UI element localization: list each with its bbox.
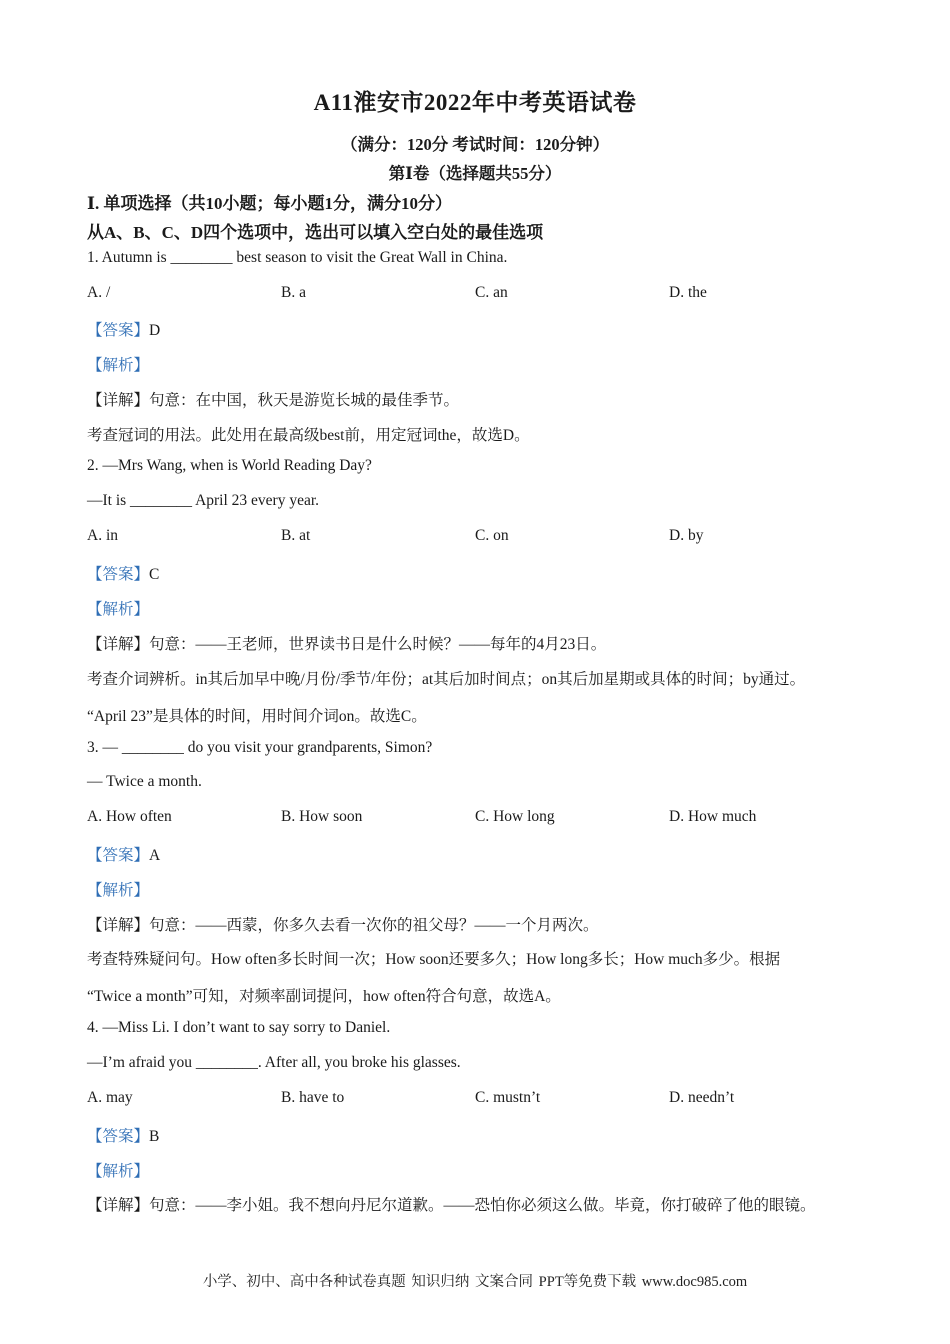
q2-analysis-tag: 【解析】 [87, 601, 150, 618]
q3-analysis-tag: 【解析】 [87, 882, 150, 899]
q2-stem-line2: —It is ________ April 23 every year. [87, 492, 320, 509]
q2-answer [87, 562, 159, 584]
exam-info: （满分：120分 考试时间：120分钟） [340, 135, 610, 154]
q1-detail-text: 句意：在中国，秋天是游览长城的最佳季节。 [149, 392, 460, 409]
detail-tag: 【详解】 [87, 636, 150, 653]
answer-tag: 【答案】 [87, 322, 150, 339]
q2-answer-value: C [149, 566, 160, 583]
q4-detail [87, 1193, 816, 1215]
part-heading: 第Ⅰ卷（选择题共55分） [388, 164, 562, 183]
q2-option-a: A. in [87, 527, 118, 544]
q1-option-c: C. an [475, 284, 508, 301]
detail-tag: 【详解】 [87, 1197, 150, 1214]
answer-tag: 【答案】 [87, 1128, 150, 1145]
q1-stem: 1. Autumn is ________ best season to visit the Great Wall in China. [87, 249, 508, 266]
q3-option-d: D. How much [669, 808, 757, 825]
detail-tag: 【详解】 [87, 917, 150, 934]
q4-answer-value: B [149, 1128, 160, 1145]
section-instruction: 从A、B、C、D四个选项中，选出可以填入空白处的最佳选项 [87, 223, 544, 242]
q1-analysis-tag: 【解析】 [87, 357, 150, 374]
section-heading: Ⅰ. 单项选择（共10小题；每小题1分，满分10分） [87, 194, 452, 213]
q2-explanation-line2: “April 23”是具体的时间，用时间介词on。故选C。 [87, 708, 427, 725]
q4-stem-line2: —I’m afraid you ________. After all, you broke his glasses. [87, 1054, 461, 1071]
q1-option-b: B. a [281, 284, 306, 301]
q1-answer [87, 318, 160, 340]
answer-tag: 【答案】 [87, 847, 150, 864]
q2-option-b: B. at [281, 527, 311, 544]
q4-answer [87, 1124, 159, 1146]
page-footer: 小学、初中、高中各种试卷真题 知识归纳 文案合同 PPT等免费下载 www.doc985.com [202, 1274, 748, 1290]
q1-option-a: A. / [87, 284, 111, 301]
q3-detail [87, 913, 599, 935]
q4-stem-line1: 4. —Miss Li. I don’t want to say sorry to Daniel. [87, 1019, 391, 1036]
q3-explanation-line1: 考查特殊疑问句。How often多长时间一次；How soon还要多久；How long多长；How much多少。根据 [87, 951, 781, 968]
q4-option-a: A. may [87, 1089, 133, 1106]
q2-stem-line1: 2. —Mrs Wang, when is World Reading Day? [87, 457, 372, 474]
q3-option-a: A. How often [87, 808, 172, 825]
detail-tag: 【详解】 [87, 392, 150, 409]
q3-answer-value: A [149, 847, 161, 864]
q3-explanation-line2: “Twice a month”可知，对频率副词提问，how often符合句意，故选A。 [87, 988, 561, 1005]
q2-detail-text: 句意：——王老师，世界读书日是什么时候？——每年的4月23日。 [149, 636, 607, 653]
q4-option-c: C. mustn’t [475, 1089, 541, 1106]
q3-detail-text: 句意：——西蒙，你多久去看一次你的祖父母？——一个月两次。 [149, 917, 599, 934]
q1-answer-value: D [149, 322, 161, 339]
q3-stem-line2: — Twice a month. [87, 773, 202, 790]
q4-detail-text: 句意：——李小姐。我不想向丹尼尔道歉。——恐怕你必须这么做。毕竟，你打破碎了他的眼镜。 [149, 1197, 816, 1214]
page-title: A11淮安市2022年中考英语试卷 [313, 90, 637, 115]
q1-explanation: 考查冠词的用法。此处用在最高级best前，用定冠词the，故选D。 [87, 427, 530, 444]
q4-option-b: B. have to [281, 1089, 345, 1106]
q3-option-b: B. How soon [281, 808, 363, 825]
q3-answer [87, 843, 160, 865]
q1-detail [87, 388, 459, 410]
q2-explanation-line1: 考查介词辨析。in其后加早中晚/月份/季节/年份；at其后加时间点；on其后加星期或具体的时间；by通过。 [87, 671, 806, 688]
q2-option-d: D. by [669, 527, 704, 544]
q1-option-d: D. the [669, 284, 707, 301]
q4-analysis-tag: 【解析】 [87, 1163, 150, 1180]
q2-option-c: C. on [475, 527, 509, 544]
q3-stem-line1: 3. — ________ do you visit your grandparents, Simon? [87, 739, 433, 756]
q3-option-c: C. How long [475, 808, 555, 825]
answer-tag: 【答案】 [87, 566, 150, 583]
q2-detail [87, 632, 606, 654]
q4-option-d: D. needn’t [669, 1089, 735, 1106]
